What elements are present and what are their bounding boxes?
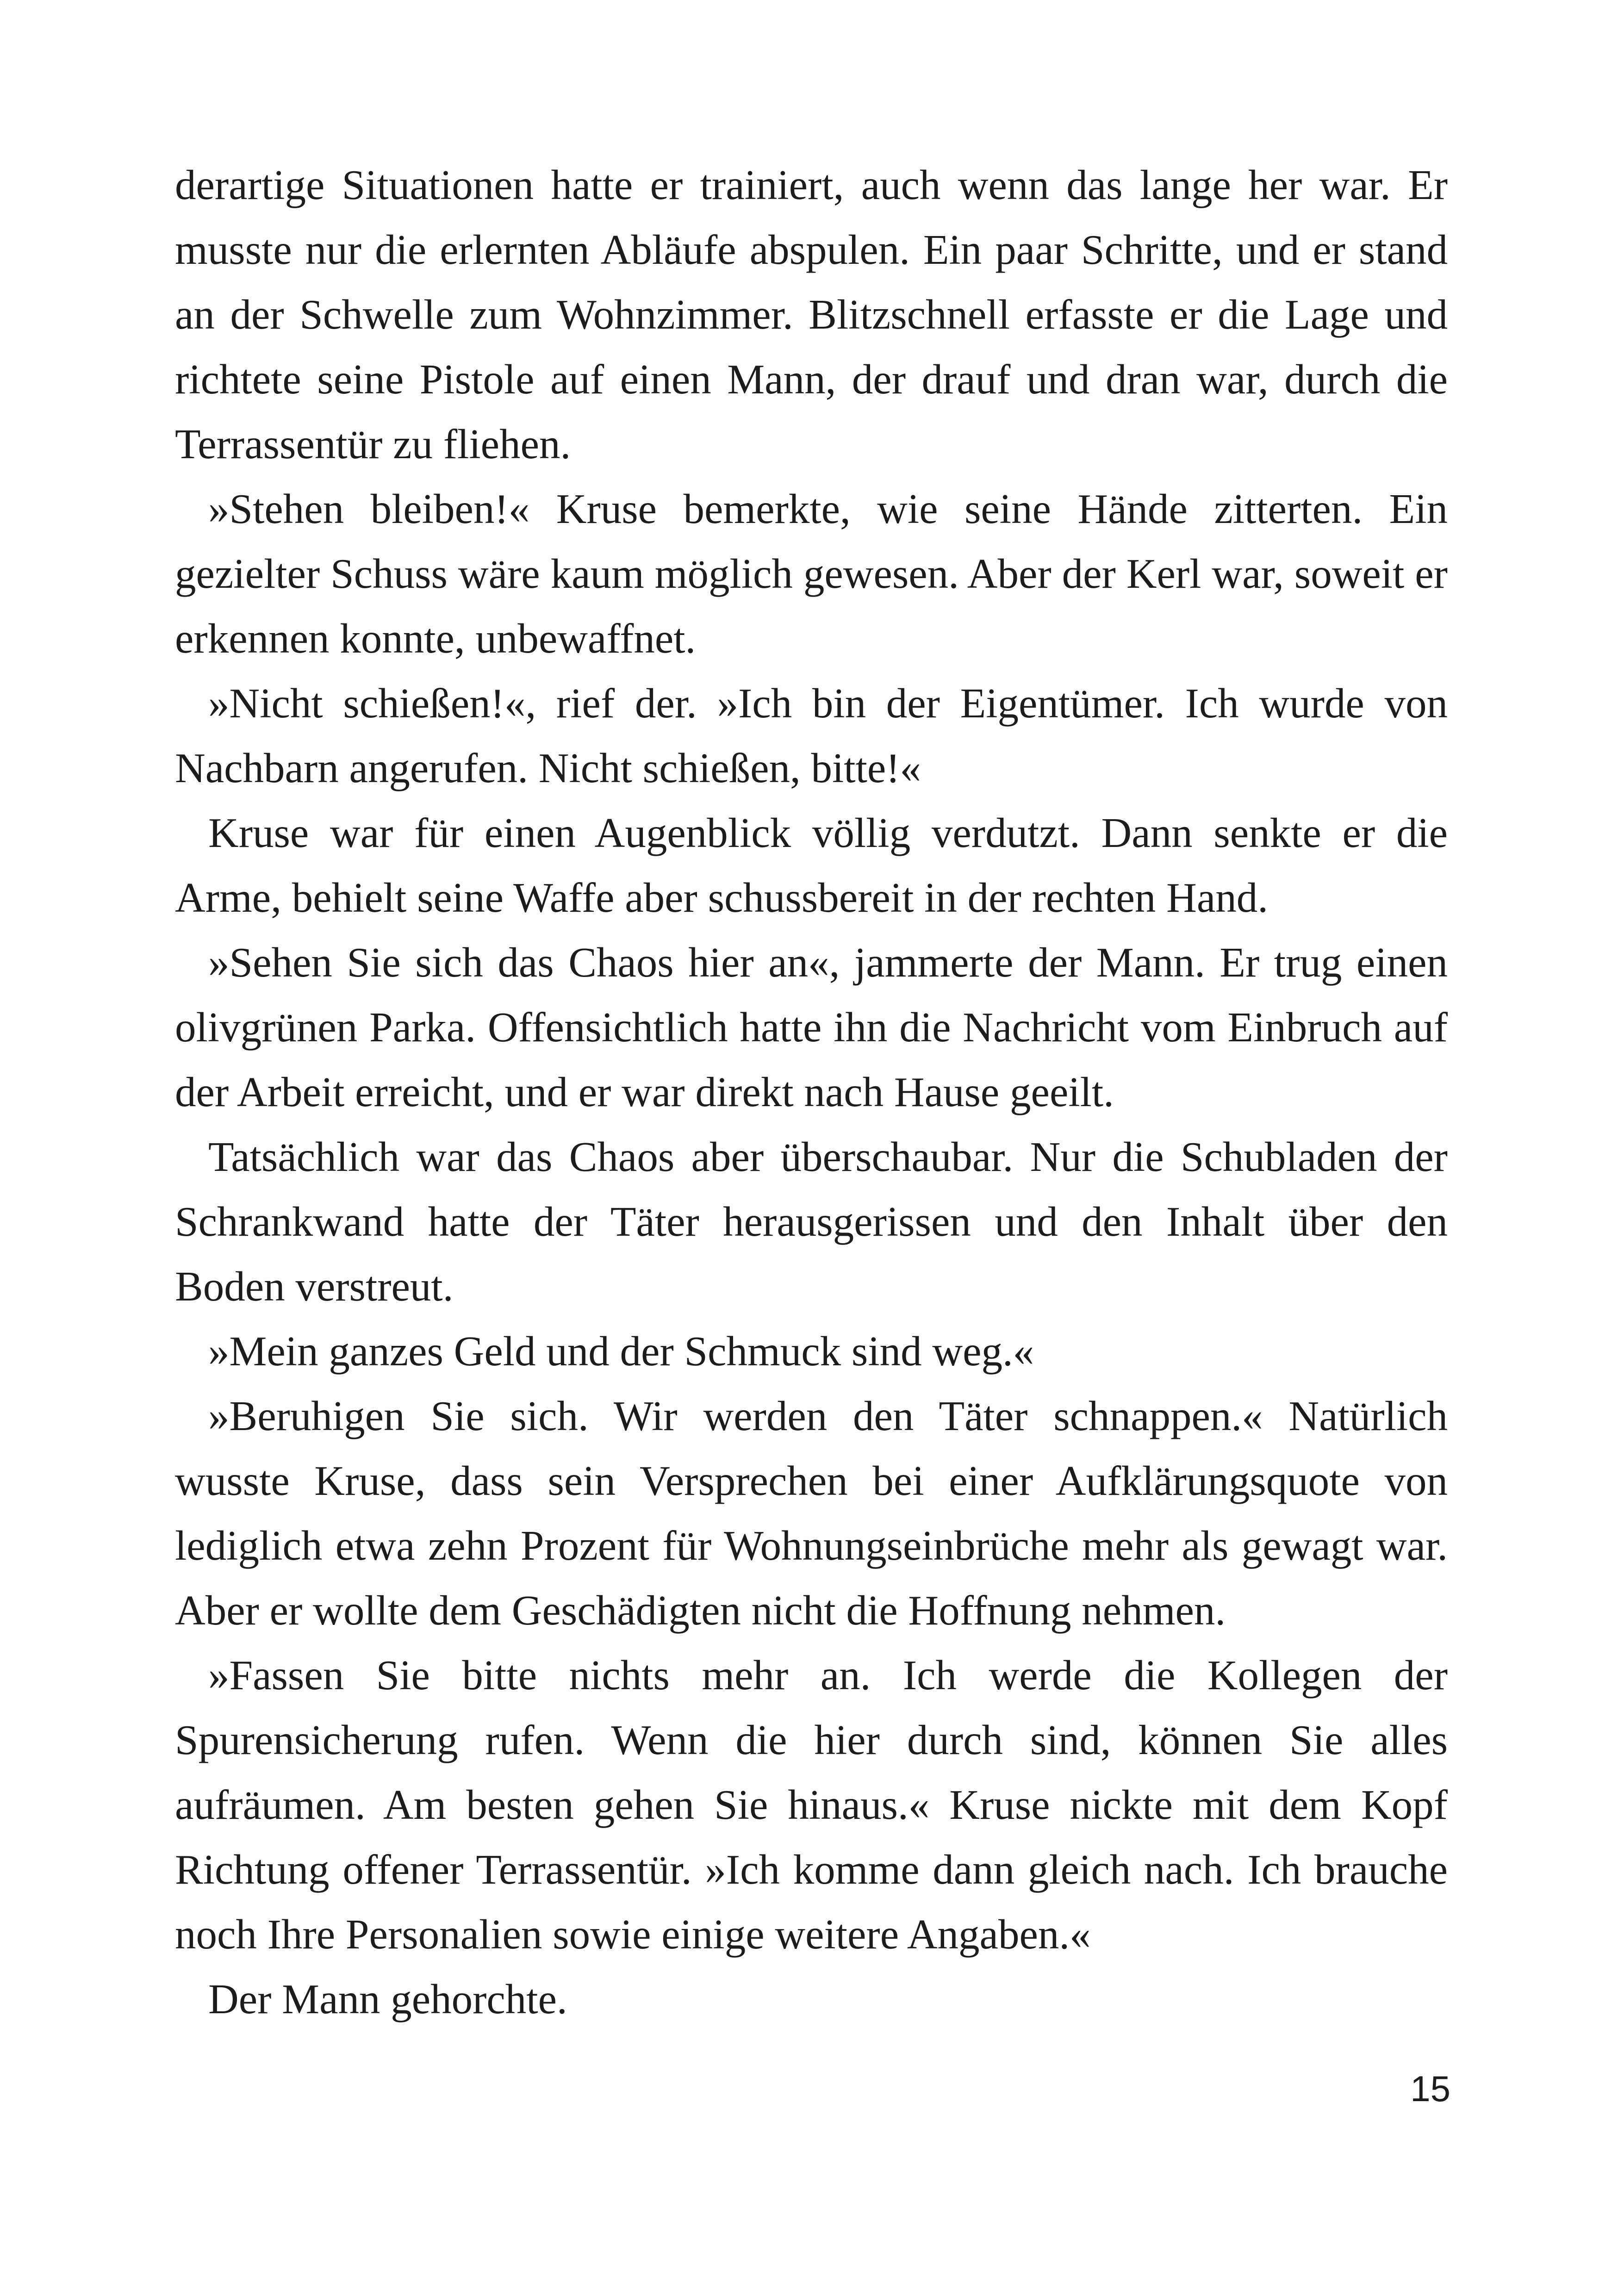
- page-number: 15: [1410, 2068, 1450, 2109]
- paragraph: »Stehen bleiben!« Kruse bemerkte, wie seine Hände zitterten. Ein gezielter Schuss wäre kaum möglich gewesen. Aber der Kerl war, soweit er erkennen konnte, unbewaffnet.: [175, 485, 1448, 662]
- paragraph: »Fassen Sie bitte nichts mehr an. Ich werde die Kollegen der Spurensicherung rufen. Wenn die hier durch sind, können Sie alles aufräumen. Am besten gehen Sie hinaus.« Kruse nickte mit dem Kopf Richtung offener Terrassentür. »Ich komme dann gleich nach. Ich brauche noch Ihre Personalien sowie einige weitere Angaben.«: [175, 1652, 1448, 1958]
- paragraph-continued: derartige Situationen hatte er trainiert, auch wenn das lange her war. Er musste nur die erlernten Abläufe abspulen. Ein paar Schritte, und er stand an der Schwelle zum Wohnzimmer. Blitzschnell erfasste er die Lage und richtete seine Pistole auf einen Mann, der drauf und dran war, durch die Terrassentür zu fliehen.: [175, 162, 1448, 467]
- paragraph: »Sehen Sie sich das Chaos hier an«, jammerte der Mann. Er trug einen olivgrünen Parka. Offensichtlich hatte ihn die Nachricht vom Einbruch auf der Arbeit erreicht, und er war direkt nach Hause geeilt.: [175, 939, 1448, 1115]
- paragraph: Kruse war für einen Augenblick völlig verdutzt. Dann senkte er die Arme, behielt seine Waffe aber schussbereit in der rechten Hand.: [175, 809, 1448, 921]
- paragraph: »Beruhigen Sie sich. Wir werden den Täter schnappen.« Natürlich wusste Kruse, dass sein Versprechen bei einer Aufklärungsquote von lediglich etwa zehn Prozent für Wohnungseinbrüche mehr als gewagt war. Aber er wollte dem Geschädigten nicht die Hoffnung nehmen.: [175, 1393, 1448, 1634]
- paragraph: Tatsächlich war das Chaos aber überschaubar. Nur die Schubladen der Schrankwand hatte der Täter herausgerissen und den Inhalt über den Boden verstreut.: [175, 1133, 1448, 1310]
- paragraph: Der Mann gehorchte.: [208, 1976, 567, 2022]
- paragraph: »Mein ganzes Geld und der Schmuck sind weg.«: [208, 1328, 1034, 1375]
- body-text: [175, 153, 1448, 2032]
- paragraph: »Nicht schießen!«, rief der. »Ich bin der Eigentümer. Ich wurde von Nachbarn angerufen. Nicht schießen, bitte!«: [175, 680, 1448, 791]
